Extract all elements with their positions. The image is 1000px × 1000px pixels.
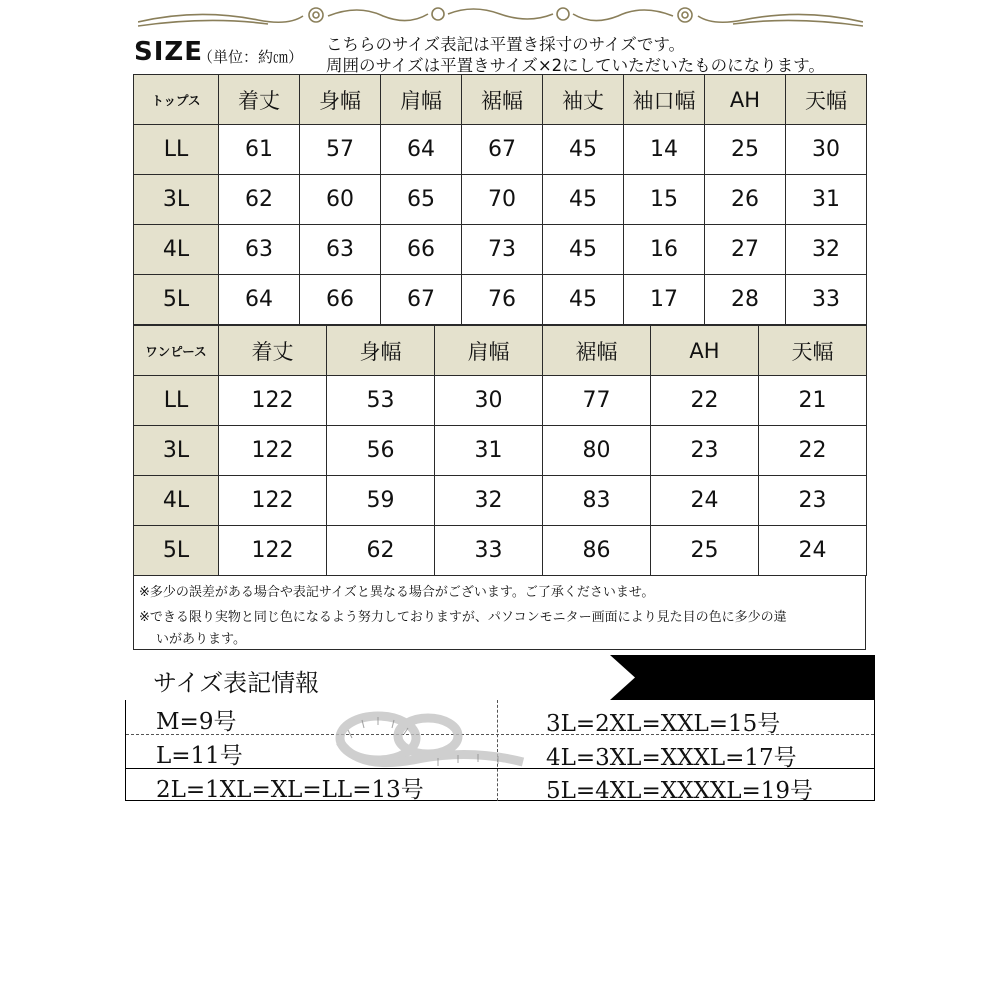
size-equivalent: M=9号 [156, 709, 237, 735]
table-cell: 63 [300, 225, 381, 275]
column-header: 肩幅 [381, 75, 462, 125]
table-row [134, 376, 867, 426]
column-header: 着丈 [219, 326, 327, 376]
row-size-label: 4L [134, 225, 219, 275]
table-cell: 67 [462, 125, 543, 175]
table-cell: 26 [705, 175, 786, 225]
table-cell: 31 [435, 426, 543, 476]
column-header: 袖口幅 [624, 75, 705, 125]
column-header: AH [651, 326, 759, 376]
table-cell: 64 [381, 125, 462, 175]
table-cell: 59 [327, 476, 435, 526]
table-cell: 57 [300, 125, 381, 175]
size-info-title: サイズ表記情報 [153, 669, 320, 697]
table-cell: 23 [759, 476, 867, 526]
unit-label: （単位：約㎝） [198, 48, 304, 66]
table-cell: 60 [300, 175, 381, 225]
row-size-label: 5L [134, 275, 219, 325]
table-cell: 61 [219, 125, 300, 175]
table-cell: 15 [624, 175, 705, 225]
size-equivalent: L=11号 [156, 743, 243, 769]
table-cell: 122 [219, 526, 327, 576]
table-row [134, 175, 867, 225]
table-cell: 66 [300, 275, 381, 325]
table-cell: 21 [759, 376, 867, 426]
table-cell: 31 [786, 175, 867, 225]
table-cell: 122 [219, 376, 327, 426]
table-cell: 86 [543, 526, 651, 576]
table-cell: 33 [435, 526, 543, 576]
table-cell: 53 [327, 376, 435, 426]
size-title: SIZE [134, 37, 204, 67]
table-cell: 23 [651, 426, 759, 476]
column-header: 天幅 [759, 326, 867, 376]
table-cell: 33 [786, 275, 867, 325]
remark-line-2: ※できる限り実物と同じ色になるよう努力しておりますが、パソコンモニター画面により見た目の色に多少の違 [139, 610, 787, 625]
table-cell: 66 [381, 225, 462, 275]
table-cell: 70 [462, 175, 543, 225]
size-equivalent: 2L=1XL=XL=LL=13号 [156, 777, 424, 803]
column-header: 天幅 [786, 75, 867, 125]
table-row [134, 476, 867, 526]
column-header: 袖丈 [543, 75, 624, 125]
table-cell: 64 [219, 275, 300, 325]
table-cell: 24 [759, 526, 867, 576]
table-cell: 62 [327, 526, 435, 576]
size-info-banner [125, 655, 875, 700]
column-header: 肩幅 [435, 326, 543, 376]
table-cell: 83 [543, 476, 651, 526]
table-cell: 30 [786, 125, 867, 175]
row-size-label: LL [134, 376, 219, 426]
column-header: 裾幅 [462, 75, 543, 125]
column-header: 裾幅 [543, 326, 651, 376]
table-row [134, 225, 867, 275]
decorative-flourish-border [138, 2, 863, 28]
column-header: 身幅 [300, 75, 381, 125]
row-size-label: 4L [134, 476, 219, 526]
table-cell: 45 [543, 225, 624, 275]
size-equivalent: 5L=4XL=XXXXL=19号 [546, 778, 814, 804]
size-equivalent: 3L=2XL=XXL=15号 [546, 711, 781, 737]
remark-line-1: ※多少の誤差がある場合や表記サイズと異なる場合がございます。ご了承くださいませ。 [139, 585, 655, 600]
table-cell: 30 [435, 376, 543, 426]
column-header: 身幅 [327, 326, 435, 376]
onepiece-label: ワンピース [134, 326, 219, 376]
measurement-note-2: 周囲のサイズは平置きサイズ×2にしていただいたものになります。 [326, 56, 825, 75]
table-cell: 122 [219, 426, 327, 476]
table-cell: 67 [381, 275, 462, 325]
table-cell: 25 [651, 526, 759, 576]
table-cell: 28 [705, 275, 786, 325]
table-cell: 65 [381, 175, 462, 225]
table-cell: 25 [705, 125, 786, 175]
table-row [134, 526, 867, 576]
table-cell: 16 [624, 225, 705, 275]
table-cell: 56 [327, 426, 435, 476]
onepiece-size-table [133, 325, 867, 576]
table-cell: 22 [759, 426, 867, 476]
measuring-tape-icon [318, 700, 528, 772]
table-cell: 62 [219, 175, 300, 225]
row-size-label: LL [134, 125, 219, 175]
table-cell: 73 [462, 225, 543, 275]
table-row [134, 125, 867, 175]
measurement-note-1: こちらのサイズ表記は平置き採寸のサイズです。 [326, 35, 686, 54]
table-cell: 24 [651, 476, 759, 526]
row-size-label: 3L [134, 175, 219, 225]
table-cell: 27 [705, 225, 786, 275]
table-cell: 32 [786, 225, 867, 275]
tops-size-table [133, 74, 867, 325]
size-equivalent: 4L=3XL=XXXL=17号 [546, 745, 797, 771]
tops-label: トップス [134, 75, 219, 125]
column-header: 着丈 [219, 75, 300, 125]
table-cell: 45 [543, 275, 624, 325]
row-size-label: 3L [134, 426, 219, 476]
table-row [134, 426, 867, 476]
table-cell: 77 [543, 376, 651, 426]
table-cell: 17 [624, 275, 705, 325]
table-cell: 45 [543, 175, 624, 225]
table-cell: 122 [219, 476, 327, 526]
table-cell: 45 [543, 125, 624, 175]
table-cell: 22 [651, 376, 759, 426]
table-cell: 32 [435, 476, 543, 526]
table-cell: 76 [462, 275, 543, 325]
table-row [134, 275, 867, 325]
table-cell: 14 [624, 125, 705, 175]
table-cell: 63 [219, 225, 300, 275]
column-header: AH [705, 75, 786, 125]
table-cell: 80 [543, 426, 651, 476]
row-size-label: 5L [134, 526, 219, 576]
remarks-box [133, 576, 866, 650]
remark-line-3: いがあります。 [156, 632, 246, 647]
